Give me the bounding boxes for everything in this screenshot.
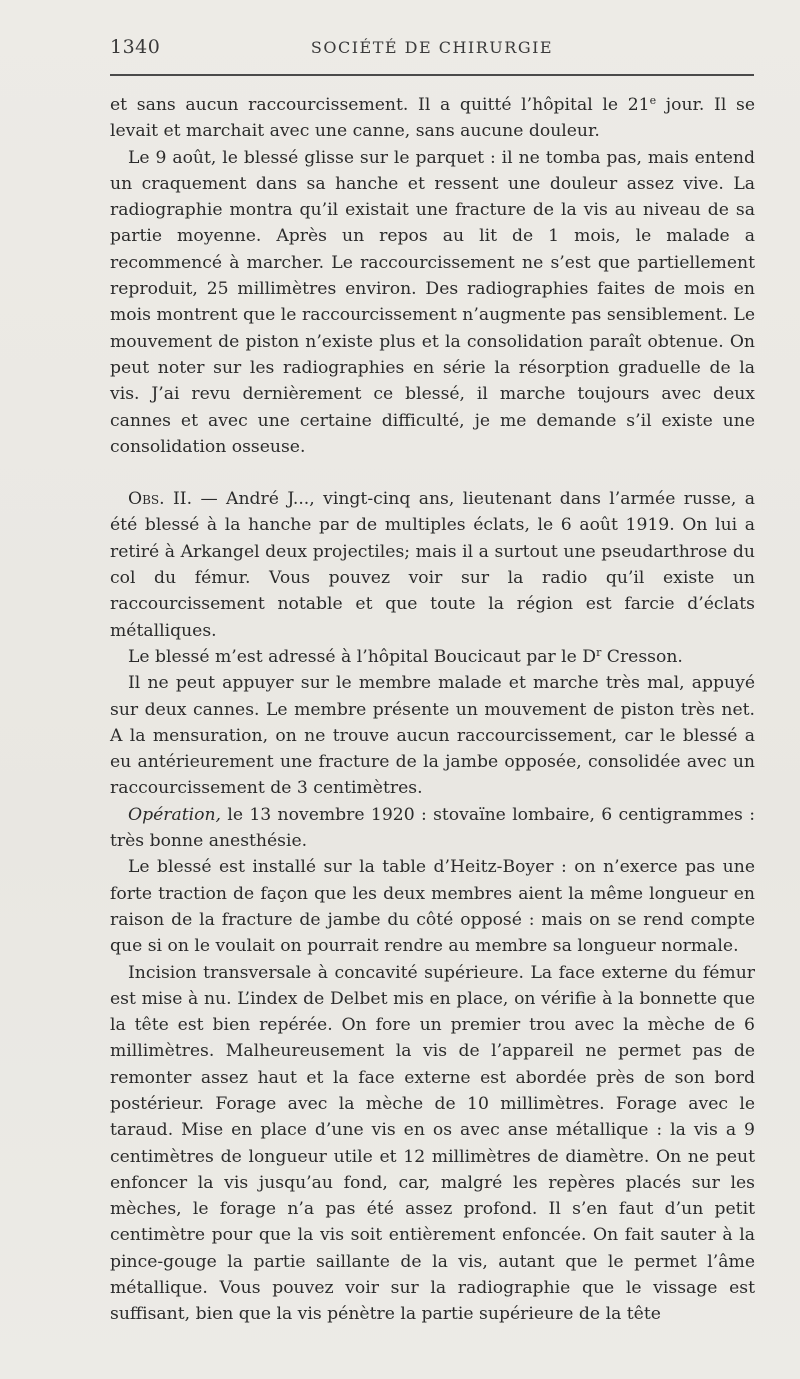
- paragraph-text: jour. Il se levait et marchait avec une canne, sans aucune douleur.: [110, 95, 755, 142]
- paragraph-observation-2: [110, 486, 755, 644]
- paragraph-text: — André J..., vingt-cinq ans, lieutenant dans l’armée russe, a été blessé à la hanche par de multiples éclats, le 6 août 1919. On lui a retiré à Arkangel deux projectiles; mais il a surtout une pseudarthrose du col du fémur. Vous pouvez voir sur la radio qu’il existe un raccourcissement notable et que toute la région est farcie d’éclats métalliques.: [110, 489, 755, 641]
- paragraph-incision: Incision transversale à concavité supérieure. La face externe du fémur est mise à nu. L’index de Delbet mis en place, on vérifie à la bonnette que la tête est bien repérée. On fore un premier trou avec la mèche de 6 millimètres. Malheureusement la vis de l’appareil ne permet pas de remonter assez haut et la face externe est abordée près de son bord postérieur. Forage avec la mèche de 10 millimètres. Forage avec le taraud. Mise en place d’une vis en os avec anse métallique : la vis a 9 centimètres de longueur utile et 12 millimètres de diamètre. On ne peut enfoncer la vis jusqu’au fond, car, malgré les repères placés sur les mèches, le forage n’a pas été assez profond. Il s’en faut d’un petit centimètre pour que la vis soit entièrement enfoncée. On fait sauter à la pince-gouge la partie saillante de la vis, autant que le permet l’âme métallique. Vous pouvez voir sur la radiographie que le vissage est suffisant, bien que la vis pénètre la partie supérieure de la tête: [110, 962, 755, 1325]
- running-title: SOCIÉTÉ DE CHIRURGIE: [310, 38, 554, 57]
- paragraph-continuation: [110, 92, 755, 145]
- observation-label: Obs. II.: [128, 489, 193, 510]
- operation-label: Opération,: [128, 804, 222, 825]
- header-rule: [110, 74, 754, 76]
- body-text: [110, 92, 755, 1328]
- paragraph-fracture: Le 9 août, le blessé glisse sur le parquet : il ne tomba pas, mais entend un craquement dans sa hanche et ressent une douleur assez vive. La radiographie montra qu’il existait une fracture de la vis au niveau de sa partie moyenne. Après un repos au lit de 1 mois, le malade a recommencé à marcher. Le raccourcissement ne s’est que partiellement reproduit, 25 millimètres environ. Des radiographies faites de mois en mois montrent que le raccourcissement n’augmente pas sensiblement. Le mouvement de piston n’existe plus et la consolidation paraît obtenue. On peut noter sur les radiographies en série la résorption graduelle de la vis. J’ai revu dernièrement ce blessé, il marche toujours avec deux cannes et avec une certaine difficulté, je me demande s’il existe une consolidation osseuse.: [110, 147, 755, 457]
- paragraph-text: Cresson.: [601, 646, 683, 667]
- paragraph-operation: [110, 802, 755, 855]
- paragraph-text: Le blessé m’est adressé à l’hôpital Boucicaut par le D: [128, 646, 597, 667]
- paragraph-referral: [110, 644, 755, 670]
- paragraph-text: et sans aucun raccourcissement. Il a quitté l’hôpital le 21: [110, 95, 650, 115]
- paragraph-installation: Le blessé est installé sur la table d’Heitz-Boyer : on n’exerce pas une forte traction de façon que les deux membres aient la même longueur en raison de la fracture de jambe du côté opposé : mais on se rend compte que si on le voulait on pourrait rendre au membre sa longueur normale.: [110, 857, 755, 957]
- page-header: [110, 36, 754, 60]
- paragraph-examination: Il ne peut appuyer sur le membre malade et marche très mal, appuyé sur deux cannes. Le membre présente un mouvement de piston très net. A la mensuration, on ne trouve aucun raccourcissement, car le blessé a eu antérieurement une fracture de la jambe opposée, consolidée avec un raccourcissement de 3 centimètres.: [110, 673, 755, 799]
- paragraph-text: le 13 novembre 1920 : stovaïne lombaire, 6 centigrammes : très bonne anesthésie.: [110, 804, 755, 852]
- page-number: 1340: [110, 36, 161, 58]
- superscript: r: [596, 645, 602, 659]
- superscript: e: [649, 94, 657, 107]
